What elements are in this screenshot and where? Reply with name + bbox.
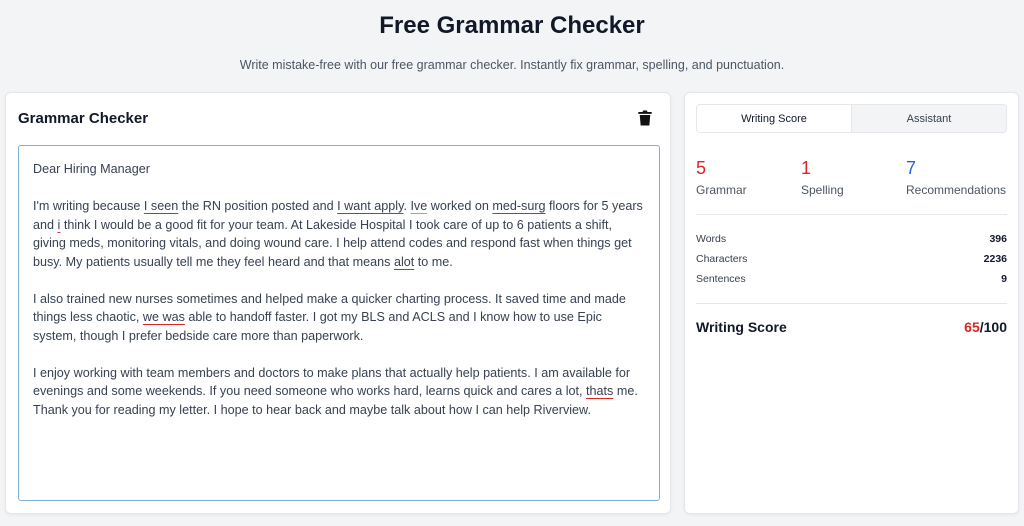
writing-score-label: Writing Score	[696, 319, 787, 335]
recommendations-count: 7	[906, 158, 917, 178]
writing-score-value-group	[964, 319, 1007, 335]
editor-text: me. Thank you for reading my letter. I hope to hear back and maybe talk about how I can help Riverview.	[33, 384, 638, 417]
error-highlight[interactable]: I seen	[143, 199, 179, 213]
grammar-label: Grammar	[696, 183, 747, 197]
editor-paragraph	[33, 197, 645, 271]
error-highlight[interactable]: I want apply	[337, 199, 404, 213]
recommendations-label: Recommendations	[906, 183, 1007, 197]
editor-text: to me.	[414, 254, 453, 269]
trash-icon[interactable]	[636, 109, 654, 127]
editor-paragraph	[33, 364, 645, 420]
editor-paragraph	[33, 290, 645, 346]
editor-text: Dear Hiring Manager	[33, 162, 150, 176]
spelling-count: 1	[801, 158, 812, 178]
grammar-stat[interactable]	[696, 157, 747, 197]
writing-score	[696, 319, 1007, 335]
editor-text: think I would be a good fit for your team. At Lakeside Hospital I took care of up to 6 patients a shift, giving meds, monitoring vitals, and doing wound care. I help attend codes and respond fast when things get busy. My patients usually tell me they feel heard and that means	[33, 217, 632, 269]
error-highlight[interactable]: alot	[393, 254, 415, 269]
metric-sentences	[696, 273, 1007, 293]
editor-text: I also trained new nurses sometimes and helped make a quicker charting process. It saved time and made things less chaotic,	[33, 291, 626, 324]
editor-text: worked on	[427, 199, 493, 213]
editor-text: able to handoff faster. I got my BLS and ACLS and I know how to use Epic system, though I prefer bedside care more than paperwork.	[33, 310, 602, 343]
text-metrics	[696, 233, 1007, 293]
metric-characters	[696, 253, 1007, 273]
metric-words	[696, 233, 1007, 253]
error-highlight[interactable]: we was	[142, 310, 185, 324]
error-highlight[interactable]: thats	[586, 384, 614, 398]
spelling-stat[interactable]	[801, 157, 844, 197]
editor-text: I'm writing because	[33, 199, 144, 213]
writing-score-value: 65	[964, 319, 980, 335]
editor-paragraph	[33, 160, 645, 179]
error-highlight[interactable]: Ive	[410, 199, 428, 213]
divider	[696, 214, 1007, 215]
metric-label: Characters	[696, 253, 748, 265]
error-highlight[interactable]: i	[57, 217, 61, 232]
metric-label: Words	[696, 233, 727, 245]
metric-value: 2236	[983, 253, 1007, 265]
error-highlight[interactable]: med-surg	[492, 199, 546, 213]
editor-text: .	[403, 199, 411, 213]
grammar-checker-title: Grammar Checker	[18, 110, 149, 127]
grammar-checker-panel	[5, 92, 671, 514]
metric-label: Sentences	[696, 273, 746, 285]
issue-stats	[696, 157, 1007, 197]
tab-writing-score[interactable]: Writing Score	[697, 105, 852, 132]
editor-text: the RN position posted and	[178, 199, 338, 213]
editor-text: floors for 5 years and	[33, 199, 643, 232]
page-title: Free Grammar Checker	[379, 12, 645, 39]
spelling-label: Spelling	[801, 183, 844, 197]
metric-value: 396	[989, 233, 1007, 245]
writing-score-panel	[684, 92, 1019, 514]
tab-assistant[interactable]: Assistant	[906, 112, 952, 125]
text-editor[interactable]	[18, 145, 660, 501]
editor-text: I enjoy working with team members and doctors to make plans that actually help patients. I am available for evenings and some weekends. If you need someone who works hard, learns quick and cares a lot,	[33, 365, 631, 398]
recommendations-stat[interactable]	[906, 157, 1006, 197]
page-subtitle: Write mistake-free with our free grammar checker. Instantly fix grammar, spelling, and punctuation.	[239, 58, 785, 72]
grammar-count: 5	[696, 158, 707, 178]
panel-tabs	[696, 104, 1007, 133]
metric-value: 9	[1001, 273, 1007, 285]
divider	[696, 303, 1007, 304]
writing-score-max: /100	[979, 319, 1007, 335]
